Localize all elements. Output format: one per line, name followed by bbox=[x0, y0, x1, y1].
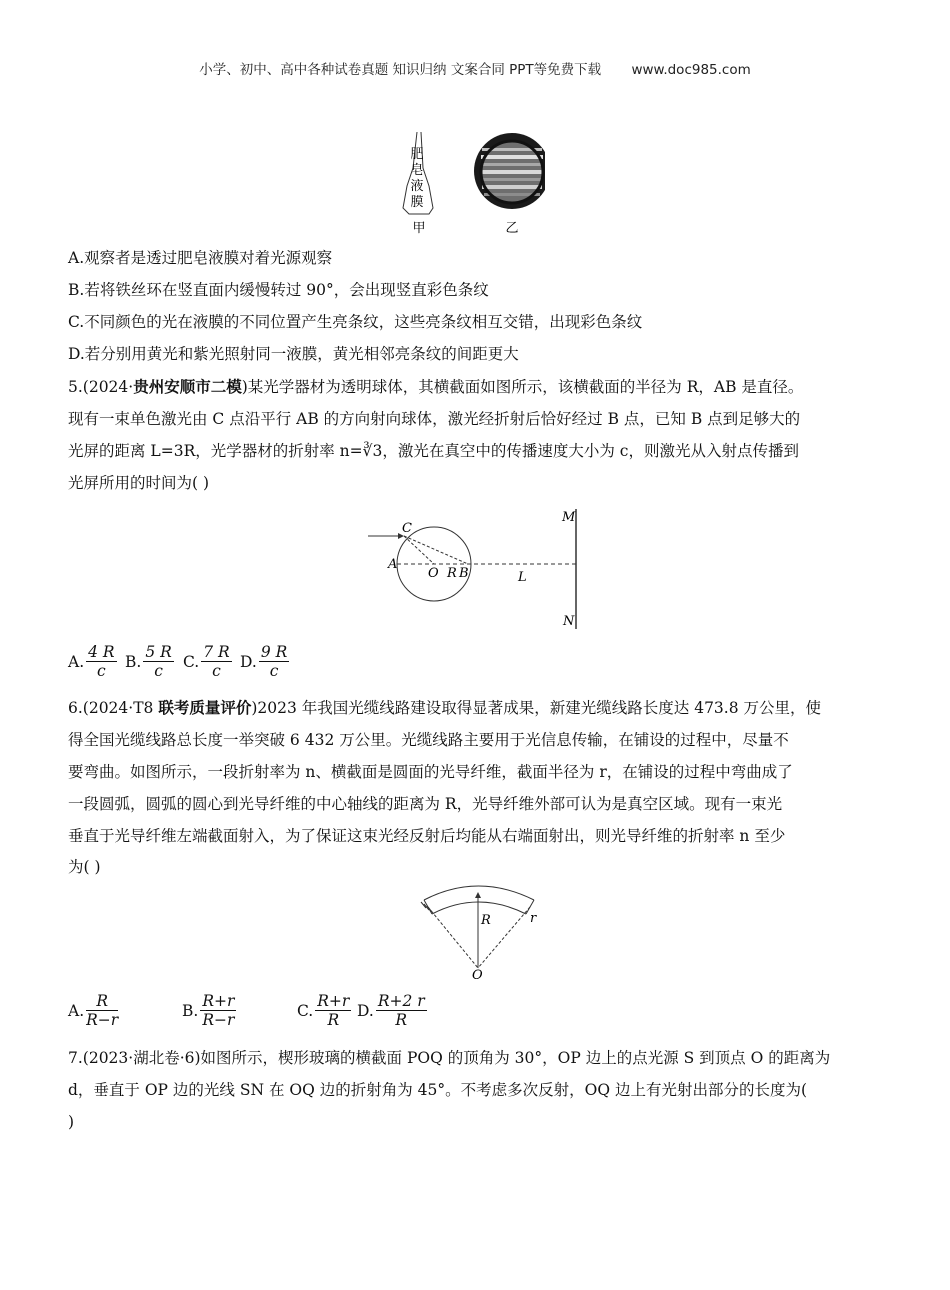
q5-line2: 现有一束单色激光由 C 点沿平行 AB 的方向射向球体，激光经折射后恰好经过 B 点，已知 B 点到足够大的 bbox=[68, 410, 801, 428]
q5-option-d[interactable]: D. $\frac{9 R}{c}$ bbox=[240, 643, 288, 680]
film-label-3: 液 bbox=[410, 179, 424, 194]
q5-line1: 5.(2024·贵州安顺市二模)某光学器材为透明球体，其横截面如图所示，该横截面的半径为 R，AB 是直径。 bbox=[68, 377, 804, 396]
q6-option-a[interactable]: A. $\frac{R}{R-r}$ bbox=[68, 992, 119, 1029]
q5-sphere-diagram bbox=[368, 505, 588, 633]
header-text: 小学、初中、高中各种试卷真题 知识归纳 文案合同 PPT等免费下载 bbox=[199, 62, 602, 78]
q6-option-d[interactable]: D. $\frac{R+2 r}{R}$ bbox=[357, 992, 425, 1029]
label-b: B bbox=[459, 566, 469, 581]
soap-film-figure bbox=[395, 128, 545, 240]
header-url[interactable]: www.doc985.com bbox=[631, 62, 751, 78]
q4-option-a: A.观察者是透过肥皂液膜对着光源观察 bbox=[68, 249, 333, 267]
film-label-4: 膜 bbox=[410, 195, 424, 210]
yi-fringe-photo bbox=[474, 133, 545, 236]
q5-line3: 光屏的距离 L=3R，光学器材的折射率 n=∛3，激光在真空中的传播速度大小为 c，则激光从入射点传播到 bbox=[68, 442, 799, 460]
q4-option-c: C.不同颜色的光在液膜的不同位置产生亮条纹，这些亮条纹相互交错，出现彩色条纹 bbox=[68, 313, 643, 331]
q6-line1: 6.(2024·T8 联考质量评价)2023 年我国光缆线路建设取得显著成果，新建光缆线路长度达 473.8 万公里，使 bbox=[68, 698, 822, 717]
q6-line2: 得全国光缆线路总长度一举突破 6 432 万公里。光缆线路主要用于光信息传输，在铺设的过程中，尽量不 bbox=[68, 731, 789, 749]
q6-line3: 要弯曲。如图所示，一段折射率为 n、横截面是圆面的光导纤维，截面半径为 r，在铺设的过程中弯曲成了 bbox=[68, 763, 793, 781]
label-m: M bbox=[562, 510, 576, 525]
label-o: O bbox=[428, 566, 439, 581]
q6-option-c[interactable]: C. $\frac{R+r}{R}$ bbox=[297, 992, 350, 1029]
label-small-r: r bbox=[530, 911, 537, 926]
q6-source: 联考质量评价 bbox=[158, 698, 252, 717]
q5-line4: 光屏所用的时间为( ) bbox=[68, 474, 210, 492]
jia-frame-diagram bbox=[403, 132, 433, 236]
film-label-1: 肥 bbox=[410, 147, 424, 162]
q4-option-d: D.若分别用黄光和紫光照射同一液膜，黄光相邻亮条纹的间距更大 bbox=[68, 345, 519, 363]
label-l: L bbox=[518, 570, 527, 585]
label-a: A bbox=[388, 557, 398, 572]
q4-option-b: B.若将铁丝环在竖直面内缓慢转过 90°，会出现竖直彩色条纹 bbox=[68, 281, 489, 299]
label-n: N bbox=[563, 614, 575, 629]
label-yi: 乙 bbox=[505, 221, 519, 236]
label-big-r: R bbox=[481, 913, 491, 928]
label-jia: 甲 bbox=[412, 221, 426, 236]
label-r: R bbox=[447, 566, 457, 581]
q7-line1: 7.(2023·湖北卷·6)如图所示，楔形玻璃的横截面 POQ 的顶角为 30°，OP 边上的点光源 S 到顶点 O 的距离为 bbox=[68, 1049, 831, 1067]
q5-option-c[interactable]: C. $\frac{7 R}{c}$ bbox=[183, 643, 230, 680]
label-o: O bbox=[472, 968, 483, 980]
label-c: C bbox=[402, 521, 412, 536]
film-label-2: 皂 bbox=[410, 163, 424, 178]
q6-fiber-diagram bbox=[416, 880, 546, 980]
q6-option-b[interactable]: B. $\frac{R+r}{R-r}$ bbox=[182, 992, 235, 1029]
q5-option-a[interactable]: A. $\frac{4 R}{c}$ bbox=[68, 643, 115, 680]
q6-line5: 垂直于光导纤维左端截面射入，为了保证这束光经反射后均能从右端面射出，则光导纤维的折射率 n 至少 bbox=[68, 827, 786, 845]
q6-line6: 为( ) bbox=[68, 858, 101, 876]
q7-line3: ) bbox=[68, 1113, 75, 1131]
q7-line2: d，垂直于 OP 边的光线 SN 在 OQ 边的折射角为 45°。不考虑多次反射，OQ 边上有光射出部分的长度为( bbox=[68, 1081, 808, 1099]
q6-line4: 一段圆弧，圆弧的圆心到光导纤维的中心轴线的距离为 R，光导纤维外部可认为是真空区域。现有一束光 bbox=[68, 795, 783, 813]
q5-source: 贵州安顺市二模 bbox=[133, 377, 242, 396]
q5-option-b[interactable]: B. $\frac{5 R}{c}$ bbox=[125, 643, 172, 680]
page-header bbox=[0, 58, 950, 78]
